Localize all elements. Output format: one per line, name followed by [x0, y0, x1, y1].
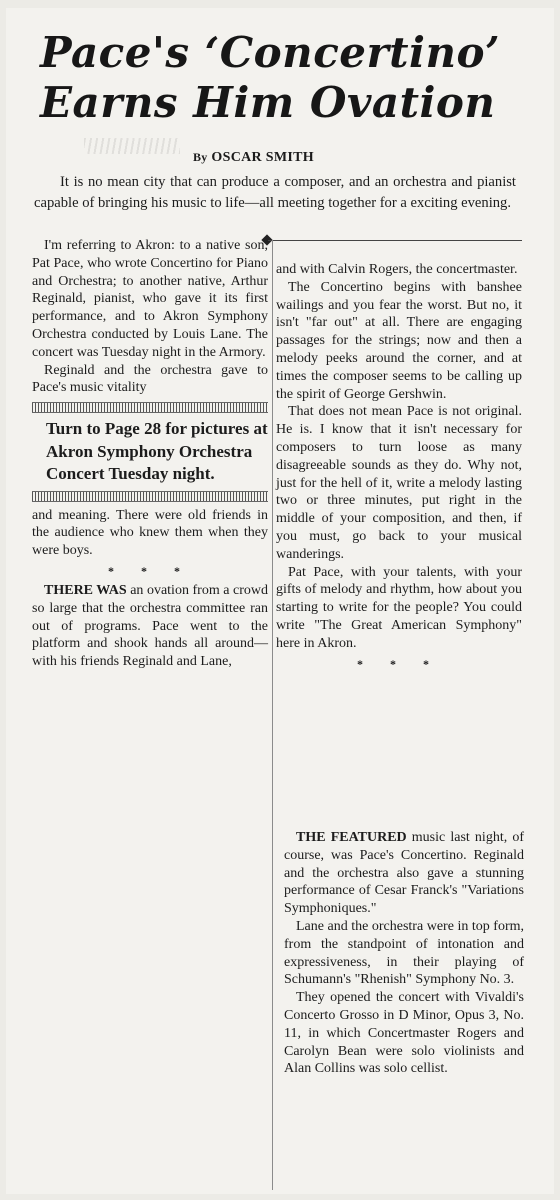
paragraph-body: an ovation from a crowd so large that the orchestra committee ran out of programs. Pace went to the platform and shook hands all around—with his friends Reginald and Lane, [32, 583, 268, 670]
paragraph: The Concertino begins with banshee wailings and you fear the worst. But no, it isn't "far out" at all. There are engaging passages for the strings; now and then a melody peeks around the corner, and at times the composer seems to be calling up the spirit of George Gershwin. [276, 279, 522, 402]
paragraph: Lane and the orchestra were in top form, from the standpoint of intonation and expressiveness, in their playing of Schumann's "Rhenish" Symphony No. 3. [284, 918, 524, 988]
promo-box: Turn to Page 28 for pictures at Akron Symphony Orchestra Concert Tuesday night. [46, 419, 268, 484]
left-column [32, 237, 268, 671]
paragraph-body: music last night, of course, was Pace's Concertino. Reginald and the orchestra also gave a stunning performance of Cesar Franck's "Variations Symphoniques." [284, 830, 524, 917]
paragraph: I'm referring to Akron: to a native son, Pat Pace, who wrote Concertino for Piano and Orchestra; to another native, Arthur Reginald, pianist, who gave it its first performance, and to Akron Symphony Orchestra conducted by Louis Lane. The concert was Tuesday night in the Armory. [32, 238, 268, 360]
headline-line-1: Pace's ‘Concertino’ [40, 28, 501, 77]
paragraph [32, 582, 268, 671]
promo-bottom-rule [32, 491, 268, 502]
byline-name: OSCAR SMITH [211, 150, 314, 165]
column-divider [272, 240, 273, 1190]
paragraph: Reginald and the orchestra gave to Pace's music vitality [32, 362, 268, 396]
right-column [276, 261, 522, 675]
headline-line-2: Earns Him Ovation [40, 78, 496, 127]
paragraph: They opened the concert with Vivaldi's Concerto Grosso in D Minor, Opus 3, No. 11, in which Concertmaster Rogers and Carolyn Bean were solo violinists and Alan Collins was solo cellist. [284, 990, 524, 1077]
section-break-stars: * * * [357, 656, 441, 671]
byline-prefix: By [193, 150, 208, 164]
promo-top-rule [32, 402, 268, 413]
ink-smudge [84, 138, 180, 154]
section-break-stars: * * * [108, 564, 192, 579]
column-top-rule [268, 240, 522, 242]
paragraph: and with Calvin Rogers, the concertmaster. [276, 262, 518, 277]
paragraph-lead: THERE WAS [44, 583, 127, 599]
byline [193, 150, 314, 166]
paragraph: and meaning. There were old friends in the audience who knew them when they were boys. [32, 507, 268, 559]
right-column-continued [284, 829, 524, 1078]
paragraph: Pat Pace, with your talents, with your gifts of melody and rhythm, how about you starting to write for the people? You could write "The Great American Symphony" here in Akron. [276, 564, 522, 651]
paragraph-lead: THE FEATURED [296, 830, 407, 845]
paragraph [284, 829, 524, 918]
lede-paragraph: It is no mean city that can produce a composer, and an orchestra and pianist capable of bringing his music to life—all meeting together for a exciting evening. [34, 174, 516, 211]
paragraph: That does not mean Pace is not original. He is. I know that it isn't necessary for composers to turn loose as many disagreeable sounds as they do. Why not, just for the hell of it, write a melody lasting two or three minutes, put right in the middle of your composition, and then, if you must, go back to your musical wanderings. [276, 404, 522, 562]
headline [40, 28, 540, 128]
